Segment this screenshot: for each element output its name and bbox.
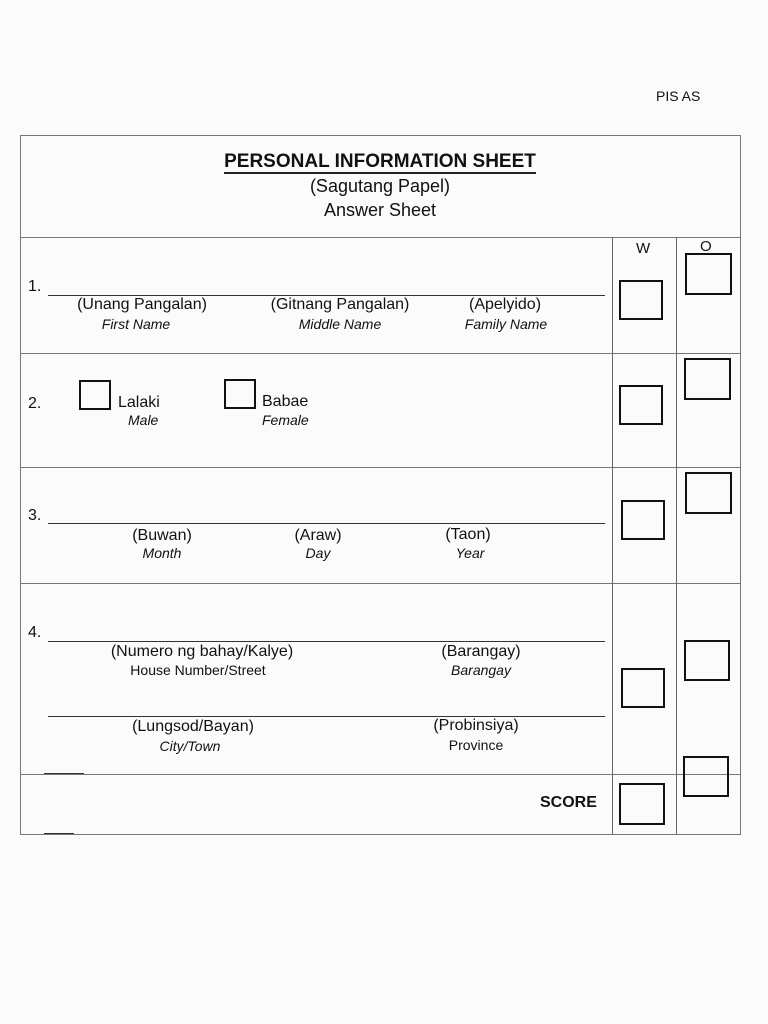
form-title: PERSONAL INFORMATION SHEET [224, 151, 536, 172]
first-name-label: (Unang Pangalan) [77, 296, 207, 313]
total-score-box-w[interactable] [619, 783, 665, 825]
item-number: 1. [28, 278, 42, 295]
score-box-o[interactable] [684, 358, 731, 400]
score-box-o[interactable] [684, 640, 730, 681]
day-label: (Araw) [294, 527, 342, 544]
column-header-w: W [636, 240, 651, 257]
form-subtitle-english: Answer Sheet [323, 200, 437, 220]
year-label: (Taon) [445, 526, 491, 543]
address-answer-line[interactable] [48, 641, 605, 642]
score-box-w[interactable] [619, 280, 663, 320]
street-label: (Numero ng bahay/Kalye) [110, 643, 294, 660]
birthdate-answer-line[interactable] [48, 523, 605, 524]
document-code: PIS AS [656, 88, 701, 104]
first-name-english: First Name [101, 316, 171, 332]
month-label: (Buwan) [132, 527, 192, 544]
day-english: Day [305, 545, 331, 561]
score-label: SCORE [540, 794, 597, 811]
row-divider [20, 353, 741, 354]
male-english: Male [128, 412, 159, 428]
middle-name-english: Middle Name [298, 316, 382, 332]
score-box-w[interactable] [621, 500, 665, 540]
form-subtitle: (Sagutang Papel) [309, 176, 451, 196]
score-box-o[interactable] [685, 472, 732, 514]
item-number: 3. [28, 507, 42, 524]
month-english: Month [142, 545, 182, 561]
barangay-english: Barangay [451, 662, 511, 678]
family-name-label: (Apelyido) [468, 296, 542, 313]
column-divider [612, 237, 613, 834]
row-divider [20, 237, 741, 238]
item-number: 4. [28, 624, 42, 641]
female-label: Babae [262, 393, 309, 410]
male-label: Lalaki [118, 394, 160, 411]
total-score-box-o[interactable] [683, 756, 729, 797]
street-english: House Number/Street [130, 662, 266, 678]
score-box-w[interactable] [621, 668, 665, 708]
margin-mark [44, 833, 74, 834]
score-box-w[interactable] [619, 385, 663, 425]
year-english: Year [455, 545, 485, 561]
family-name-english: Family Name [464, 316, 548, 332]
row-divider [20, 467, 741, 468]
female-checkbox[interactable] [224, 379, 256, 409]
province-english: Province [448, 737, 504, 753]
barangay-label: (Barangay) [441, 643, 521, 660]
row-divider [20, 774, 741, 775]
row-divider [20, 583, 741, 584]
item-number: 2. [28, 395, 42, 412]
city-english: City/Town [159, 738, 221, 754]
city-label: (Lungsod/Bayan) [132, 718, 254, 735]
column-header-o: O [700, 238, 712, 255]
margin-mark [44, 773, 84, 774]
column-divider [676, 237, 677, 834]
female-english: Female [262, 412, 309, 428]
address-answer-line-2[interactable] [48, 716, 605, 717]
score-box-o[interactable] [685, 253, 732, 295]
form-frame [20, 135, 741, 835]
middle-name-label: (Gitnang Pangalan) [270, 296, 410, 313]
province-label: (Probinsiya) [433, 717, 519, 734]
male-checkbox[interactable] [79, 380, 111, 410]
